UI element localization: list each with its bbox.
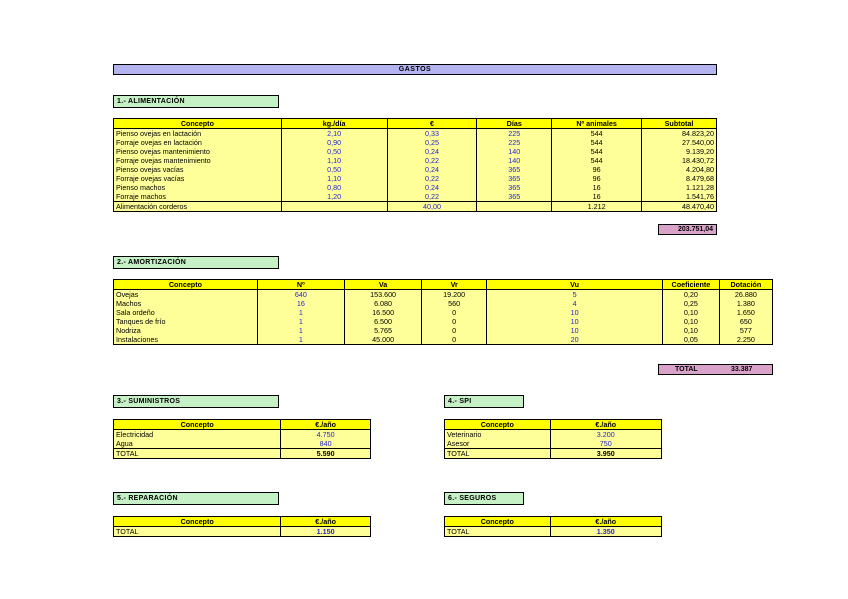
- table-cell: Instalaciones: [114, 335, 258, 345]
- table-cell: 225: [477, 138, 552, 147]
- column-header: Concepto: [445, 517, 551, 527]
- total-value: 5.590: [281, 449, 371, 459]
- column-header: kg./día: [281, 119, 387, 129]
- column-header: €./año: [550, 517, 661, 527]
- table-row: [114, 317, 773, 326]
- section-suministros: 3.- SUMINISTROS: [113, 395, 279, 408]
- total-label: TOTAL: [445, 527, 551, 537]
- table-cell: 0: [422, 317, 487, 326]
- table-cell: 96: [552, 165, 642, 174]
- table-row: [114, 174, 717, 183]
- column-header: Dotación: [719, 280, 772, 290]
- column-header: Concepto: [114, 517, 281, 527]
- table-cell: 0,22: [387, 156, 477, 165]
- amortizacion-total-label: TOTAL: [675, 366, 698, 373]
- table-row: [114, 183, 717, 192]
- table-cell: 365: [477, 165, 552, 174]
- table-cell: 3.200: [550, 430, 661, 440]
- table-cell: 16: [552, 183, 642, 192]
- table-cell: Pienso ovejas vacías: [114, 165, 282, 174]
- table-cell: 5: [487, 290, 663, 300]
- table-cell: 544: [552, 138, 642, 147]
- table-cell: 544: [552, 147, 642, 156]
- table-cell: 640: [257, 290, 344, 300]
- column-header: Coeficiente: [663, 280, 720, 290]
- table-row: [445, 430, 662, 440]
- table-cell: 1: [257, 335, 344, 345]
- table-cell: 0,50: [281, 147, 387, 156]
- table-row: [114, 439, 371, 449]
- column-header: Concepto: [114, 280, 258, 290]
- table-row: [445, 439, 662, 449]
- table-cell: Sala ordeño: [114, 308, 258, 317]
- table-row: [114, 290, 773, 300]
- table-cell: 0,50: [281, 165, 387, 174]
- table-cell: Machos: [114, 299, 258, 308]
- table-cell: 1,10: [281, 174, 387, 183]
- table-cell: 45.000: [344, 335, 421, 345]
- column-header: Nº animales: [552, 119, 642, 129]
- column-header: Concepto: [114, 420, 281, 430]
- table-cell: 4.204,80: [642, 165, 717, 174]
- table-row: [114, 326, 773, 335]
- table-cell: 650: [719, 317, 772, 326]
- column-header: Nº: [257, 280, 344, 290]
- table-cell: 365: [477, 192, 552, 202]
- table-cell: 577: [719, 326, 772, 335]
- table-cell: 84.823,20: [642, 129, 717, 139]
- page-title: GASTOS: [113, 64, 717, 75]
- table-cell: Agua: [114, 439, 281, 449]
- table-cell: 0,10: [663, 308, 720, 317]
- total-value: 1.150: [281, 527, 371, 537]
- table-cell: 0,05: [663, 335, 720, 345]
- table-cell: 0,22: [387, 192, 477, 202]
- table-cell: 0,10: [663, 317, 720, 326]
- table-cell: 544: [552, 129, 642, 139]
- table-cell: 0,20: [663, 290, 720, 300]
- table-row: [114, 156, 717, 165]
- table-cell: Forraje ovejas mantenimiento: [114, 156, 282, 165]
- table-cell: 16: [552, 192, 642, 202]
- table-cell: 26.880: [719, 290, 772, 300]
- column-header: Concepto: [445, 420, 551, 430]
- table-cell: 19.200: [422, 290, 487, 300]
- table-cell: 1: [257, 317, 344, 326]
- table-row: [114, 308, 773, 317]
- table-cell: Alimentación corderos: [114, 202, 282, 212]
- spi-table: [444, 419, 662, 459]
- table-cell: 1,20: [281, 192, 387, 202]
- table-cell: 1: [257, 308, 344, 317]
- table-cell: 365: [477, 183, 552, 192]
- table-cell: 16.500: [344, 308, 421, 317]
- section-spi: 4.- SPI: [444, 395, 524, 408]
- table-cell: 0: [422, 335, 487, 345]
- table-cell: Pienso ovejas en lactación: [114, 129, 282, 139]
- table-cell: 2.250: [719, 335, 772, 345]
- total-row: [114, 449, 371, 459]
- table-cell: 0,33: [387, 129, 477, 139]
- table-cell: 4.750: [281, 430, 371, 440]
- seguros-table: [444, 516, 662, 537]
- table-row: [114, 430, 371, 440]
- section-amortizacion: 2.- AMORTIZACIÓN: [113, 256, 279, 269]
- table-cell: 225: [477, 129, 552, 139]
- table-cell: [281, 202, 387, 212]
- table-cell: 48.470,40: [642, 202, 717, 212]
- alimentacion-table: [113, 118, 717, 212]
- column-header: €./año: [281, 420, 371, 430]
- total-row: [445, 449, 662, 459]
- table-cell: 560: [422, 299, 487, 308]
- table-cell: 153.600: [344, 290, 421, 300]
- table-row: [114, 165, 717, 174]
- total-label: TOTAL: [114, 527, 281, 537]
- table-cell: 0,24: [387, 147, 477, 156]
- table-cell: 40,00: [387, 202, 477, 212]
- table-cell: Forraje ovejas vacías: [114, 174, 282, 183]
- table-row: [114, 192, 717, 202]
- table-cell: Asesor: [445, 439, 551, 449]
- table-cell: 0,22: [387, 174, 477, 183]
- column-header: €: [387, 119, 477, 129]
- table-cell: 6.080: [344, 299, 421, 308]
- table-cell: 16: [257, 299, 344, 308]
- table-cell: 0,25: [387, 138, 477, 147]
- table-cell: 1,10: [281, 156, 387, 165]
- table-cell: 10: [487, 317, 663, 326]
- table-cell: 20: [487, 335, 663, 345]
- table-cell: 0,80: [281, 183, 387, 192]
- table-row: [114, 147, 717, 156]
- table-cell: 1.212: [552, 202, 642, 212]
- table-cell: 2,10: [281, 129, 387, 139]
- table-cell: 10: [487, 326, 663, 335]
- section-reparacion: 5.- REPARACIÓN: [113, 492, 279, 505]
- amortizacion-total-box: [658, 364, 773, 375]
- table-cell: Pienso machos: [114, 183, 282, 192]
- table-cell: Tanques de frío: [114, 317, 258, 326]
- column-header: Días: [477, 119, 552, 129]
- table-cell: Forraje ovejas en lactación: [114, 138, 282, 147]
- reparacion-table: [113, 516, 371, 537]
- table-cell: 9.139,20: [642, 147, 717, 156]
- table-cell: 1: [257, 326, 344, 335]
- table-cell: 0,25: [663, 299, 720, 308]
- table-cell: 140: [477, 147, 552, 156]
- column-header: €./año: [550, 420, 661, 430]
- table-cell: 1.541,76: [642, 192, 717, 202]
- table-cell: 10: [487, 308, 663, 317]
- table-cell: [477, 202, 552, 212]
- table-cell: 0,90: [281, 138, 387, 147]
- amortizacion-table: [113, 279, 773, 345]
- table-cell: 18.430,72: [642, 156, 717, 165]
- table-cell: 750: [550, 439, 661, 449]
- column-header: Vr: [422, 280, 487, 290]
- alimentacion-total: 203.751,04: [658, 224, 717, 235]
- table-cell: Nodriza: [114, 326, 258, 335]
- table-cell: 6.500: [344, 317, 421, 326]
- table-cell: 5.765: [344, 326, 421, 335]
- table-cell: 0: [422, 308, 487, 317]
- table-row: [114, 335, 773, 345]
- table-cell: 1.650: [719, 308, 772, 317]
- suministros-table: [113, 419, 371, 459]
- table-cell: 140: [477, 156, 552, 165]
- amortizacion-total: 33.387: [731, 366, 753, 373]
- table-row: [114, 299, 773, 308]
- table-row: [114, 138, 717, 147]
- table-cell: 4: [487, 299, 663, 308]
- table-cell: Ovejas: [114, 290, 258, 300]
- column-header: Vu: [487, 280, 663, 290]
- table-cell: Forraje machos: [114, 192, 282, 202]
- table-cell: 0,24: [387, 165, 477, 174]
- table-cell: 0,10: [663, 326, 720, 335]
- total-row: [114, 527, 371, 537]
- column-header: Subtotal: [642, 119, 717, 129]
- table-row: [114, 202, 717, 212]
- table-cell: Veterinario: [445, 430, 551, 440]
- table-cell: 1.380: [719, 299, 772, 308]
- table-cell: Pienso ovejas mantenimiento: [114, 147, 282, 156]
- table-cell: Electricidad: [114, 430, 281, 440]
- table-cell: 365: [477, 174, 552, 183]
- total-label: TOTAL: [445, 449, 551, 459]
- total-value: 3.950: [550, 449, 661, 459]
- table-cell: 0: [422, 326, 487, 335]
- total-value: 1.350: [550, 527, 661, 537]
- column-header: €./año: [281, 517, 371, 527]
- table-cell: 27.540,00: [642, 138, 717, 147]
- total-row: [445, 527, 662, 537]
- table-row: [114, 129, 717, 139]
- table-cell: 840: [281, 439, 371, 449]
- section-alimentacion: 1.- ALIMENTACIÓN: [113, 95, 279, 108]
- total-label: TOTAL: [114, 449, 281, 459]
- column-header: Concepto: [114, 119, 282, 129]
- table-cell: 544: [552, 156, 642, 165]
- table-cell: 1.121,28: [642, 183, 717, 192]
- table-cell: 8.479,68: [642, 174, 717, 183]
- table-cell: 96: [552, 174, 642, 183]
- column-header: Va: [344, 280, 421, 290]
- section-seguros: 6.- SEGUROS: [444, 492, 524, 505]
- table-cell: 0,24: [387, 183, 477, 192]
